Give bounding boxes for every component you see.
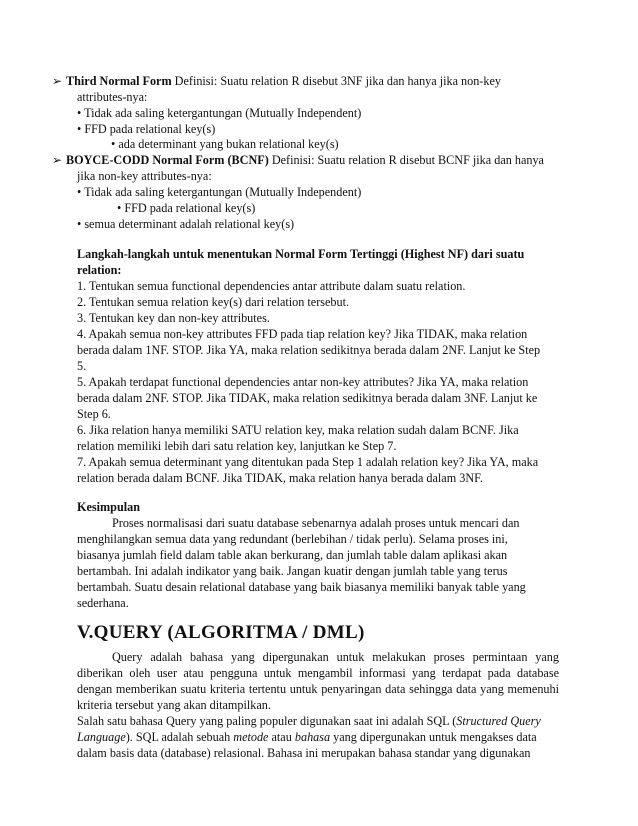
query-paragraph-line: Language). SQL adalah sebuah metode atau bahasa yang dipergunakan untuk mengakses data — [77, 730, 537, 744]
third-nf-item: • FFD pada relational key(s) — [77, 122, 216, 136]
third-nf-line1: Third Normal Form Definisi: Suatu relation R disebut 3NF jika dan hanya jika non-key — [66, 74, 501, 88]
step-line: relation berada dalam BCNF. Jika TIDAK, maka relation hanya berada dalam 3NF. — [77, 471, 483, 485]
arrow-bullet-icon: ➢ — [52, 74, 63, 88]
kesimpulan-line: biasanya jumlah field dalam table akan berkurang, dan jumlah table dalam aplikasi akan — [77, 548, 508, 562]
bcnf-item: • Tidak ada saling ketergantungan (Mutually Independent) — [77, 185, 362, 199]
steps-heading: Langkah-langkah untuk menentukan Normal Form Tertinggi (Highest NF) dari suatu — [77, 247, 525, 261]
step-line: 5. — [77, 359, 87, 373]
query-paragraph-line: dalam basis data (database) relasional. Bahasa ini merupakan bahasa standar yang digunakan — [77, 746, 531, 760]
query-paragraph-line: dengan memberikan suatu kriteria tertentu untuk penyaringan data sehingga data yang memenuhi — [77, 682, 559, 696]
step-line: 2. Tentukan semua relation key(s) dari relation tersebut. — [77, 295, 350, 309]
kesimpulan-line: Proses normalisasi dari suatu database sebenarnya adalah proses untuk mencari dan — [112, 516, 520, 530]
bcnf-title: BOYCE-CODD Normal Form (BCNF) — [66, 153, 269, 167]
third-nf-title: Third Normal Form — [66, 74, 172, 88]
kesimpulan-line: menghilangkan semua data yang redundant (berlebihan / tidak perlu). Selama proses ini, — [77, 532, 508, 546]
step-line: Step 6. — [77, 407, 111, 421]
query-paragraph-line: Query adalah bahasa yang dipergunakan untuk melakukan proses permintaan yang — [112, 650, 559, 664]
kesimpulan-line: bertambah. Ini adalah indikator yang baik. Jangan kuatir dengan jumlah table yang terus — [77, 564, 508, 578]
step-line: 7. Apakah semua determinant yang ditentukan pada Step 1 adalah relation key? Jika YA, maka — [77, 455, 539, 469]
kesimpulan-title: Kesimpulan — [77, 500, 140, 514]
bcnf-item: • semua determinant adalah relational key(s) — [77, 217, 295, 231]
step-line: 6. Jika relation hanya memiliki SATU relation key, maka relation sudah dalam BCNF. Jika — [77, 423, 519, 437]
bcnf-line1: BOYCE-CODD Normal Form (BCNF) Definisi: Suatu relation R disebut BCNF jika dan hanya — [66, 153, 544, 167]
step-line: 5. Apakah terdapat functional dependencies antar non-key attributes? Jika YA, maka relation — [77, 375, 529, 389]
kesimpulan-line: bertambah. Suatu desain relational database yang baik biasanya memiliki banyak table yang — [77, 580, 526, 594]
third-nf-item: • ada determinant yang bukan relational key(s) — [111, 137, 339, 151]
step-line: berada dalam 1NF. STOP. Jika YA, maka relation sedikitnya berada dalam 2NF. Lanjut ke Step — [77, 343, 541, 357]
step-line: 1. Tentukan semua functional dependencies antar attribute dalam suatu relation. — [77, 279, 466, 293]
query-section-heading: V.QUERY (ALGORITMA / DML) — [77, 622, 365, 643]
step-line: 4. Apakah semua non-key attributes FFD pada tiap relation key? Jika TIDAK, maka relation — [77, 327, 528, 341]
bcnf-item: • FFD pada relational key(s) — [117, 201, 256, 215]
steps-heading-cont: relation: — [77, 263, 122, 277]
kesimpulan-line: sederhana. — [77, 596, 129, 610]
query-paragraph-line: diberikan oleh user atau pengguna untuk mengambil informasi yang terdapat pada database — [77, 666, 559, 680]
step-line: 3. Tentukan key dan non-key attributes. — [77, 311, 270, 325]
query-paragraph-line: Salah satu bahasa Query yang paling populer digunakan saat ini adalah SQL (Structured Query — [77, 714, 541, 728]
step-line: berada dalam 2NF. STOP. Jika TIDAK, maka relation sedikitnya berada dalam 3NF. Lanjut ke — [77, 391, 538, 405]
arrow-bullet-icon: ➢ — [52, 153, 63, 167]
bcnf-line2: jika non-key attributes-nya: — [77, 169, 212, 183]
step-line: relation memiliki lebih dari satu relation key, lanjutkan ke Step 7. — [77, 439, 397, 453]
third-nf-line2: attributes-nya: — [77, 90, 148, 104]
query-paragraph-line: kriteria tersebut yang akan ditampilkan. — [77, 698, 271, 712]
third-nf-item: • Tidak ada saling ketergantungan (Mutually Independent) — [77, 106, 362, 120]
